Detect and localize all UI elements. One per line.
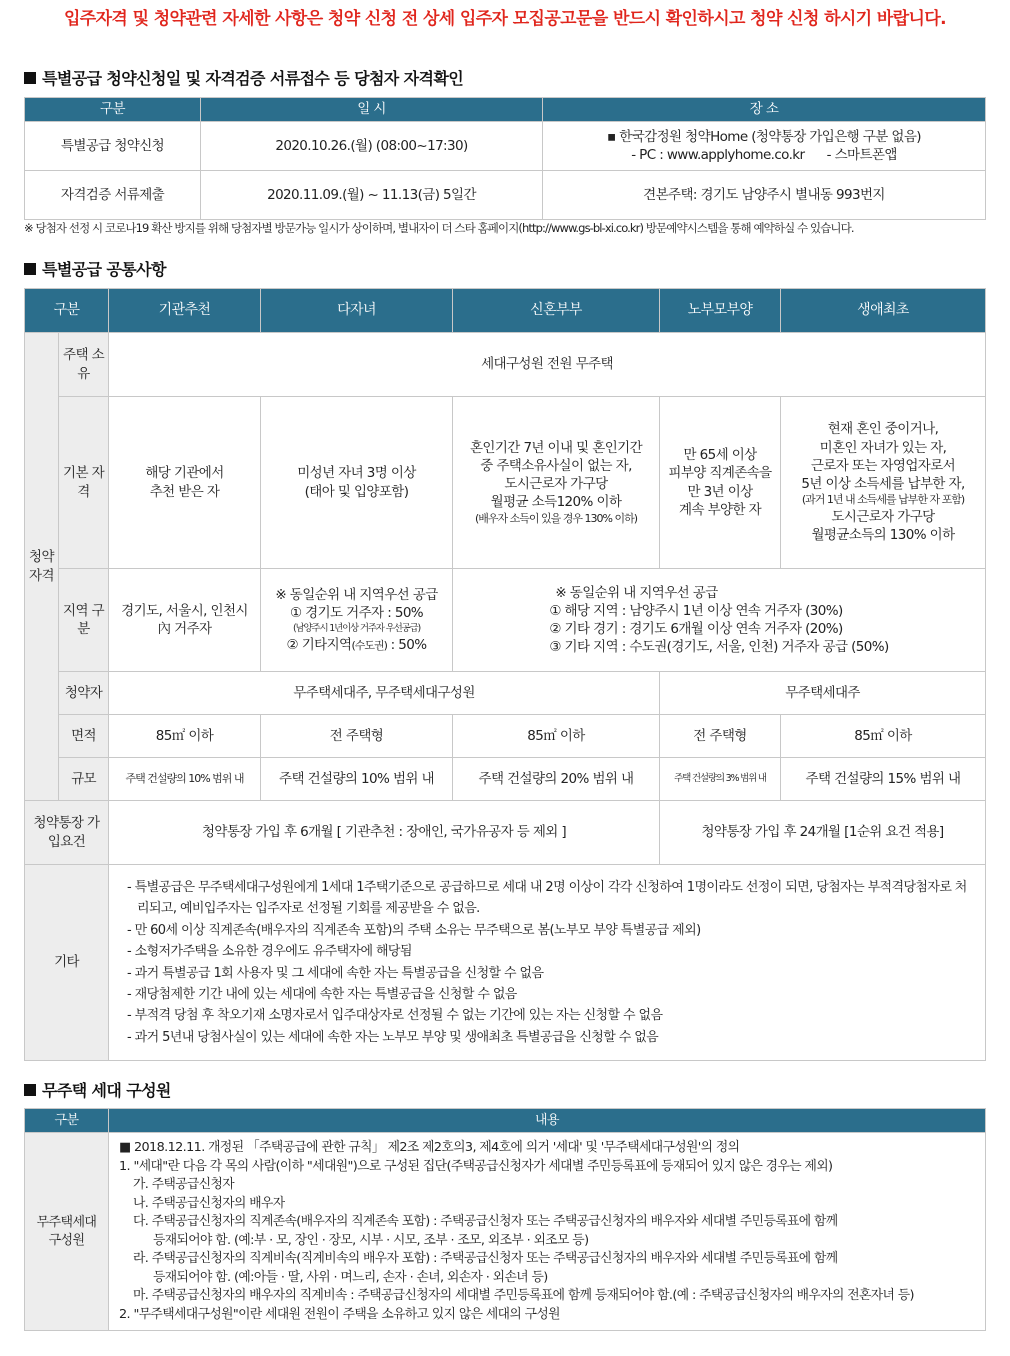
top-notice: 입주자격 및 청약관련 자세한 사항은 청약 신청 전 상세 입주자 모집공고문을 반드시 확인하시고 청약 신청 하시기 바랍니다. (63, 9, 947, 29)
list-item: - 재당첨제한 기간 내에 있는 세대에 속한 자는 특별공급을 신청할 수 없음 (127, 986, 517, 1002)
list-item: 라. 주택공급신청자의 직계비속(직계비속의 배우자 포함) : 주택공급신청자 또는 주택공급신청자의 배우자와 세대별 주민등록표에 함께 (133, 1251, 838, 1267)
applicant-v2: 무주택세대주 (660, 672, 986, 715)
etc-label: 기타 (25, 865, 109, 1061)
household-members-table (24, 1108, 986, 1331)
row-date: 2020.11.09.(월) ~ 11.13(금) 5일간 (201, 171, 543, 220)
header-content: 내용 (109, 1109, 986, 1133)
scale-v5: 주택 건설량의 15% 범위 내 (781, 758, 986, 801)
list-item: 등재되어야 함. (예:아들 · 딸, 사위 · 며느리, 손자 · 손녀, 외손자 · 외손녀 등) (153, 1269, 548, 1285)
group-label: 청약 자격 (25, 333, 59, 801)
area-v5: 85㎡ 이하 (781, 715, 986, 758)
header-elderly: 노부모부양 (660, 289, 781, 333)
region-agency: 경기도, 서울시, 인천시 內 거주자 (109, 569, 261, 672)
row-place: 견본주택: 경기도 남양주시 별내동 993번지 (543, 171, 986, 220)
header-multichild: 다자녀 (261, 289, 453, 333)
basic-newlywed: 혼인기간 7년 이내 및 혼인기간 중 주택소유사실이 없는 자, 도시근로자 가구당 월평균 소득120% 이하 (배우자 소득이 있을 경우 130% 이하) (453, 397, 660, 569)
list-item: - 부적격 당첨 후 착오기재 소명자로서 입주대상자로 선정될 수 없는 기간에 있는 자는 신청할 수 없음 (127, 1008, 663, 1024)
housing-label: 주택 소유 (59, 333, 109, 397)
members-label: 무주택세대 구성원 (25, 1133, 109, 1331)
header-agency: 기관추천 (109, 289, 261, 333)
list-item: - 특별공급은 무주택세대구성원에게 1세대 1주택기준으로 공급하므로 세대 내 2명 이상이 각각 신청하여 1명이라도 선정이 되면, 당첨자는 부적격당첨자로 처리되고, 예비입주자는 입주자로 선정될 기회를 제공받을 수 없음. (127, 879, 967, 917)
scale-label: 규모 (59, 758, 109, 801)
header-category: 구분 (25, 98, 201, 122)
applicant-label: 청약자 (59, 672, 109, 715)
area-v3: 85㎡ 이하 (453, 715, 660, 758)
list-item: - 소형저가주택을 소유한 경우에도 유주택자에 해당됨 (127, 944, 412, 960)
row-label: 특별공급 청약신청 (25, 122, 201, 171)
account-v1: 청약통장 가입 후 6개월 [ 기관추천 : 장애인, 국가유공자 등 제외 ] (109, 801, 660, 865)
row-place: ▪ 한국감정원 청약Home (청약통장 가입은행 구분 없음) - PC : www.applyhome.co.kr - 스마트폰앱 (543, 122, 986, 171)
row-date: 2020.10.26.(월) (08:00~17:30) (201, 122, 543, 171)
members-content (109, 1133, 986, 1331)
scale-v4: 주택 건설량의 3% 범위 내 (660, 758, 781, 801)
account-label: 청약통장 가입요건 (25, 801, 109, 865)
basic-multichild: 미성년 자녀 3명 이상 (태아 및 입양포함) (261, 397, 453, 569)
list-item: - 과거 5년내 당첨사실이 있는 세대에 속한 자는 노부모 부양 및 생애최초 특별공급을 신청할 수 없음 (127, 1029, 659, 1045)
header-category: 구분 (25, 289, 109, 333)
header-category: 구분 (25, 1109, 109, 1133)
basic-agency: 해당 기관에서 추천 받은 자 (109, 397, 261, 569)
header-newlywed: 신혼부부 (453, 289, 660, 333)
row-label: 자격검증 서류제출 (25, 171, 201, 220)
common-requirements-table (24, 288, 986, 1061)
scale-v1: 주택 건설량의 10% 범위 내 (109, 758, 261, 801)
area-v1: 85㎡ 이하 (109, 715, 261, 758)
list-item: 2. "무주택세대구성원"이란 세대원 전원이 주택을 소유하고 있지 않은 세대의 구성원 (119, 1306, 560, 1322)
list-item: 다. 주택공급신청자의 직계존속(배우자의 직계존속 포함) : 주택공급신청자 또는 주택공급신청자의 배우자와 세대별 주민등록표에 함께 (133, 1214, 838, 1230)
etc-content (109, 865, 986, 1061)
table-row (25, 171, 986, 220)
area-v4: 전 주택형 (660, 715, 781, 758)
list-item: ■ 2018.12.11. 개정된 「주택공급에 관한 규칙」 제2조 제2호의3, 제4호에 의거 '세대' 및 '무주택세대구성원'의 정의 (119, 1140, 740, 1155)
header-place: 장 소 (543, 98, 986, 122)
square-bullet-icon (24, 263, 36, 275)
region-label: 지역 구분 (59, 569, 109, 672)
square-bullet-icon (24, 72, 36, 84)
account-v2: 청약통장 가입 후 24개월 [1순위 요건 적용] (660, 801, 986, 865)
region-rest: ※ 동일순위 내 지역우선 공급 ① 해당 지역 : 남양주시 1년 이상 연속 거주자 (30%) ② 기타 경기 : 경기도 6개월 이상 연속 거주자 (20%) ③ 기타 지역 : 수도권(경기도, 서울, 인천) 거주자 공급 (50%) (453, 569, 986, 672)
basic-label: 기본 자격 (59, 397, 109, 569)
section2-title: 특별공급 공통사항 (24, 257, 166, 280)
basic-firsttime: 현재 혼인 중이거나, 미혼인 자녀가 있는 자, 근로자 또는 자영업자로서 5년 이상 소득세를 납부한 자, (과거 1년 내 소득세를 납부한 자 포함) 도시근로자 가구당 월평균소득의 130% 이하 (781, 397, 986, 569)
list-item: 마. 주택공급신청자의 배우자의 직계비속 : 주택공급신청자의 세대별 주민등록표에 함께 등재되어야 함.(예 : 주택공급신청자의 배우자의 전혼자녀 등) (133, 1288, 914, 1304)
header-datetime: 일 시 (201, 98, 543, 122)
region-multichild: ※ 동일순위 내 지역우선 공급 ① 경기도 거주자 : 50% (남양주시 1년이상 거주자 우선공급) ② 기타지역(수도권) : 50% (261, 569, 453, 672)
section3-title: 무주택 세대 구성원 (24, 1078, 171, 1101)
scale-v2: 주택 건설량의 10% 범위 내 (261, 758, 453, 801)
section1-title: 특별공급 청약신청일 및 자격검증 서류접수 등 당첨자 자격확인 (24, 66, 463, 89)
list-item: 가. 주택공급신청자 (133, 1177, 235, 1193)
list-item: 등재되어야 함. (예:부 · 모, 장인 · 장모, 시부 · 시모, 조부 · 조모, 외조부 · 외조모 등) (153, 1232, 589, 1248)
list-item: 1. "세대"란 다음 각 목의 사람(이하 "세대원")으로 구성된 집단(주택공급신청자가 세대별 주민등록표에 등재되어 있지 않은 경우는 제외) (119, 1158, 833, 1174)
applicant-v1: 무주택세대주, 무주택세대구성원 (109, 672, 660, 715)
area-v2: 전 주택형 (261, 715, 453, 758)
list-item: - 만 60세 이상 직계존속(배우자의 직계존속 포함)의 주택 소유는 무주택으로 봄(노부모 부양 특별공급 제외) (127, 922, 701, 938)
basic-elderly: 만 65세 이상 피부양 직계존속을 만 3년 이상 계속 부양한 자 (660, 397, 781, 569)
scale-v3: 주택 건설량의 20% 범위 내 (453, 758, 660, 801)
schedule-table (24, 97, 986, 220)
footnote: ※ 당첨자 선정 시 코로나19 확산 방지를 위해 당첨자별 방문가능 일시가 상이하며, 별내자이 더 스타 홈페이지(http://www.gs-bl-xi.co.kr) 방문예약시스템을 통해 예약하실 수 있습니다. (24, 221, 854, 235)
table-row (25, 122, 986, 171)
area-label: 면적 (59, 715, 109, 758)
list-item: - 과거 특별공급 1회 사용자 및 그 세대에 속한 자는 특별공급을 신청할 수 없음 (127, 965, 544, 981)
housing-value: 세대구성원 전원 무주택 (109, 333, 986, 397)
square-bullet-icon (24, 1084, 36, 1096)
header-firsttime: 생애최초 (781, 289, 986, 333)
list-item: 나. 주택공급신청자의 배우자 (133, 1195, 285, 1211)
